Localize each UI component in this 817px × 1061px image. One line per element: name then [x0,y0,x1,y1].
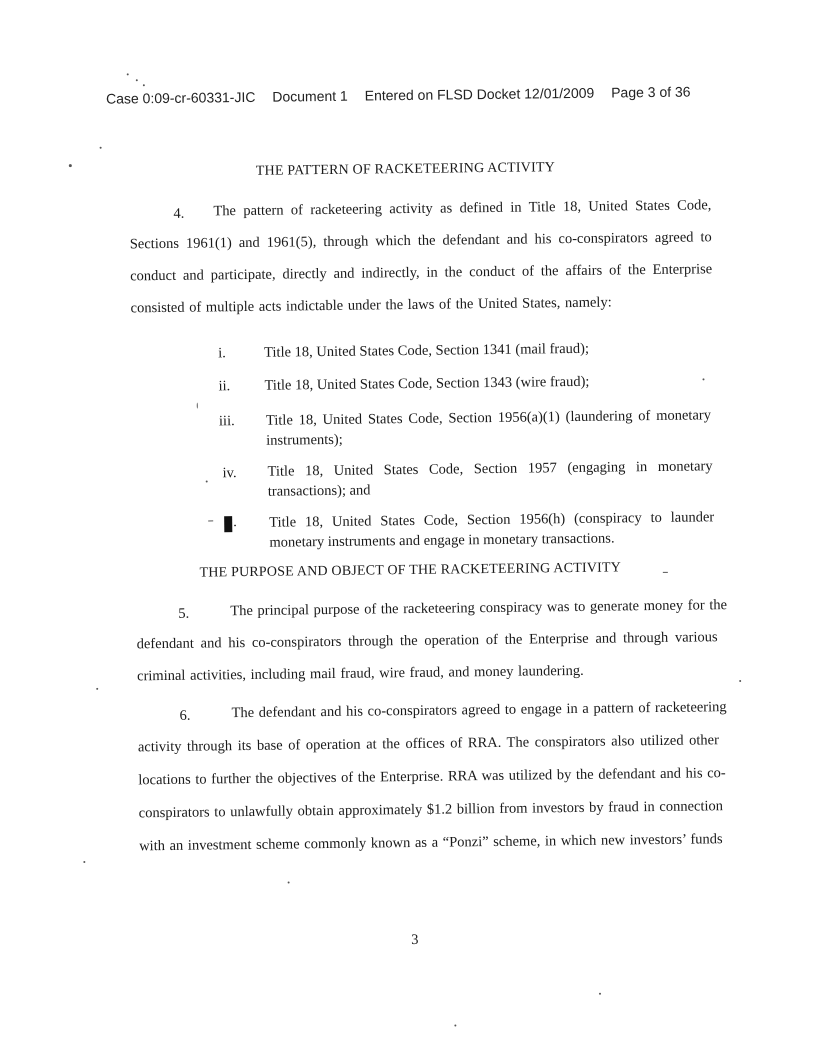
scan-speck [100,147,102,149]
scan-speck [208,520,213,521]
list-item-2-line-1: Title 18, United States Code, Section 1343 (wire fraud); [264,373,590,394]
case-number: Case 0:09-cr-60331-JIC [105,88,256,107]
section-heading-purpose: THE PURPOSE AND OBJECT OF THE RACKETEERING ACTIVITY [199,560,622,581]
paragraph-4-line-2: Sections 1961(1) and 1961(5), through which the defendant and his co-conspirators agreed to [129,229,712,253]
scan-speck [206,480,208,482]
docket-header [106,83,704,106]
paragraph-6-line-4: conspirators to unlawfully obtain approximately $1.2 billion from investors by fraud in connection [138,798,724,822]
list-marker-4: iv. [222,465,237,482]
paragraph-number-4: 4. [173,205,185,222]
list-item-3-line-2: instruments); [266,431,343,449]
scan-speck [599,993,601,995]
document-label: Document 1 [272,87,348,105]
paragraph-4-line-4: consisted of multiple acts indictable under the laws of the United States, namely: [130,294,612,317]
list-item-4 [267,456,712,501]
list-item-3-line-1: Title 18, United States Code, Section 1956(a)(1) (laundering of monetary [265,407,712,429]
list-item-5-line-2: monetary instruments and engage in monetary transactions. [269,530,615,551]
scan-speck [143,84,145,86]
scan-speck [69,164,72,167]
scan-speck [454,1024,456,1026]
list-marker-1: i. [218,345,226,362]
page-number: 3 [411,931,419,949]
list-marker-5: . [233,514,237,531]
paragraph-6-line-1: The defendant and his co-conspirators agreed to engage in a pattern of racketeering [231,699,727,722]
scan-speck [136,79,138,81]
paragraph-4-line-1: The pattern of racketeering activity as defined in Title 18, United States Code, [213,197,712,220]
paragraph-5-line-3: criminal activities, including mail fraud, wire fraud, and money laundering. [136,662,584,685]
scan-speck [663,572,668,573]
paragraph-6-line-2: activity through its base of operation at the offices of RRA. The conspirators also utilized other [137,732,720,756]
paragraph-number-5: 5. [178,605,190,622]
list-item-1 [264,337,709,362]
scan-speck [288,881,290,883]
paragraph-4-line-3: conduct and participate, directly and indirectly, in the conduct of the affairs of the Enterprise [130,261,713,285]
list-marker-3: iii. [218,413,235,430]
scan-speck [739,680,741,682]
scan-speck [197,403,198,409]
scan-speck [127,73,129,75]
list-item-3 [266,405,711,450]
list-item-5 [269,507,714,552]
list-item-1-line-1: Title 18, United States Code, Section 1341 (mail fraud); [264,340,590,361]
list-item-4-line-2: transactions); and [267,482,371,500]
paragraph-number-6: 6. [179,707,191,724]
docket-entry: Entered on FLSD Docket 12/01/2009 [364,84,595,104]
scan-speck [83,861,85,863]
list-item-2 [264,370,709,395]
scan-speck [96,688,98,690]
scan-speck [702,378,704,380]
paragraph-5-line-1: The principal purpose of the racketeering conspiracy was to generate money for the [230,597,728,620]
redaction-mark [224,516,232,532]
list-item-5-line-1: Title 18, United States Code, Section 1956(h) (conspiracy to launder [269,509,715,531]
section-heading-pattern: THE PATTERN OF RACKETEERING ACTIVITY [255,160,556,179]
list-item-4-line-1: Title 18, United States Code, Section 1957 (engaging in monetary [267,458,713,480]
paragraph-6-line-3: locations to further the objectives of the Enterprise. RRA was utilized by the defendant and his co- [138,765,726,789]
paragraph-5-line-2: defendant and his co-conspirators through the operation of the Enterprise and through various [136,629,718,653]
list-marker-2: ii. [218,378,231,395]
page-count: Page 3 of 36 [611,83,691,101]
paragraph-6-line-5: with an investment scheme commonly known as a “Ponzi” scheme, in which new investors’ funds [139,831,723,855]
